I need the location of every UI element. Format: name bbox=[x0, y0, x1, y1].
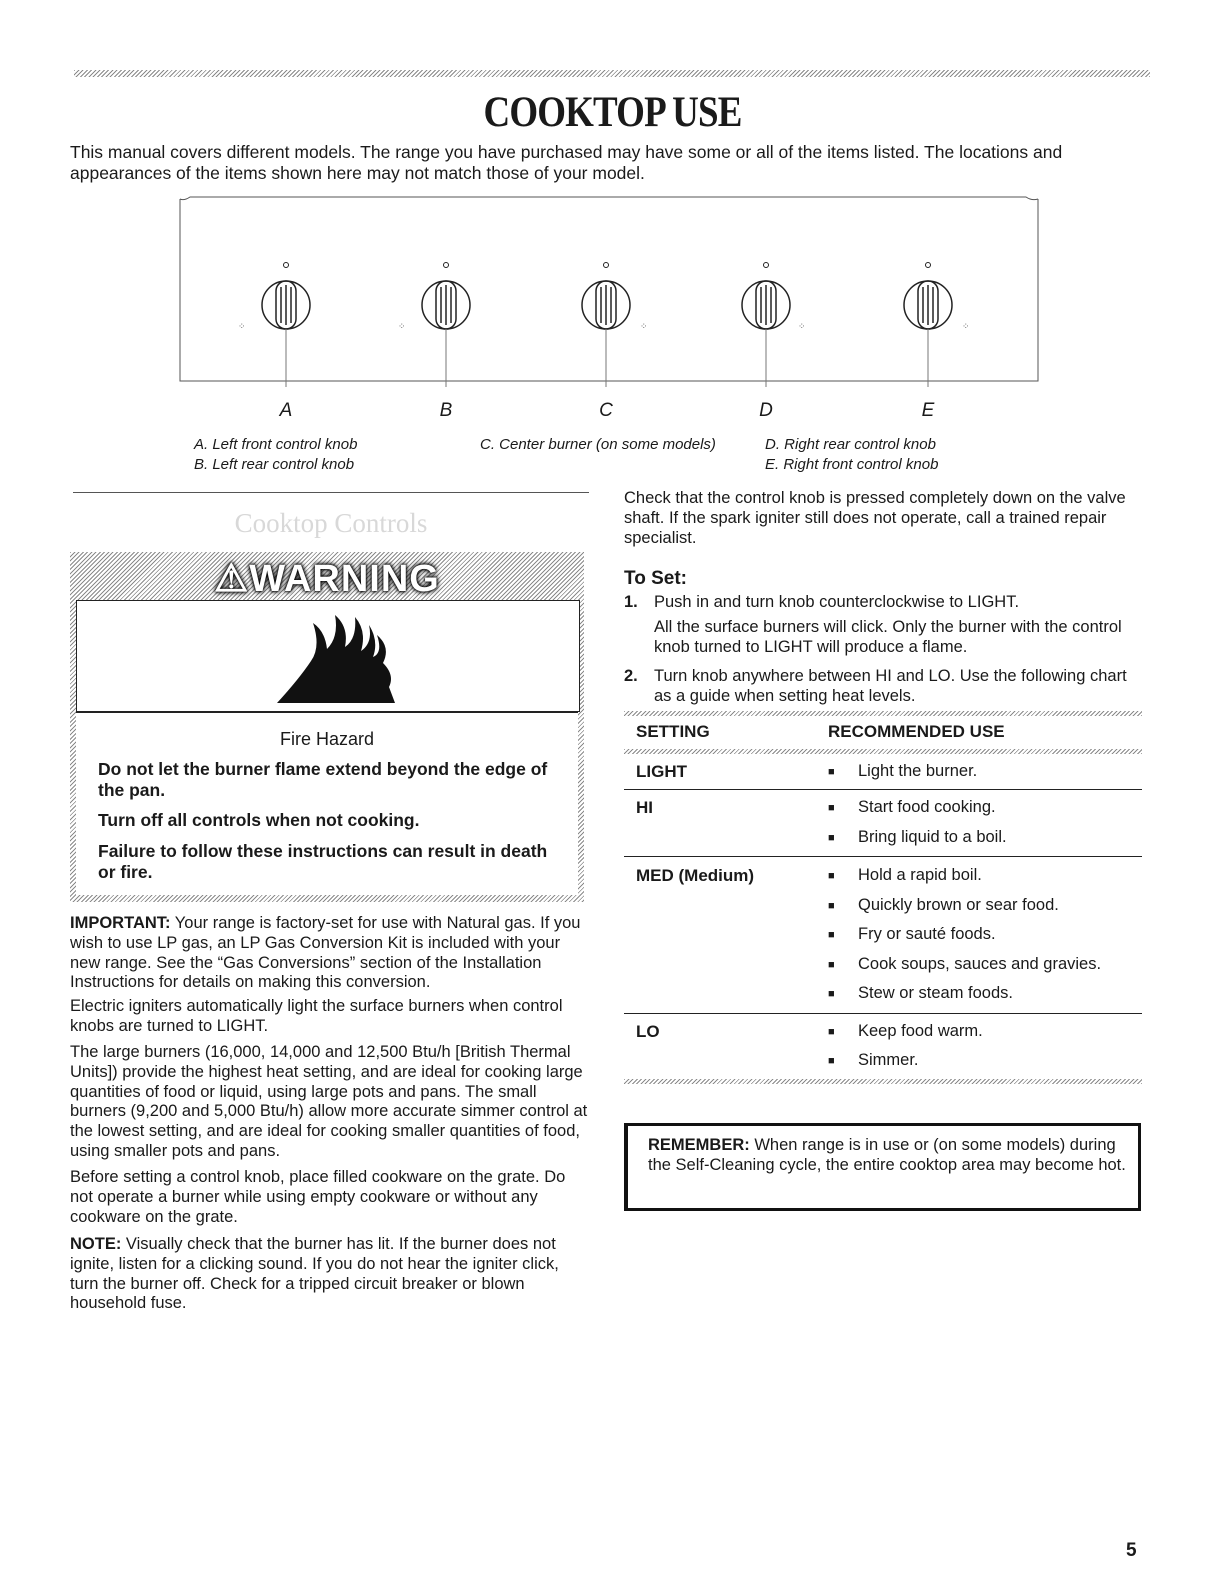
table-use: Bring liquid to a boil. bbox=[858, 828, 1007, 846]
before-paragraph: Before setting a control knob, place filled cookware on the grate. Do not operate a burner while using empty cookware or without any cookware on the grate. bbox=[70, 1168, 566, 1226]
knob-b bbox=[422, 263, 470, 330]
bullet-icon: ■ bbox=[828, 870, 835, 882]
section-title: Cooktop Controls bbox=[234, 508, 428, 538]
diagram-label-e: E bbox=[921, 400, 935, 421]
table-row-rule bbox=[624, 856, 1142, 857]
step-1-text: Push in and turn knob counterclockwise to LIGHT. bbox=[654, 593, 1020, 611]
knob-a bbox=[262, 263, 310, 330]
step-2-text: Turn knob anywhere between HI and LO. Use the following chart as a guide when setting heat levels. bbox=[654, 667, 1127, 705]
svg-text:⁘: ⁘ bbox=[640, 322, 648, 332]
remember-body: When range is in use or (on some models) during the Self-Cleaning cycle, the entire cooktop area may become hot. bbox=[648, 1136, 1126, 1174]
bullet-icon: ■ bbox=[828, 900, 835, 912]
svg-text:⁘: ⁘ bbox=[798, 322, 806, 332]
warning-line-1: Do not let the burner flame extend beyond the edge of the pan. bbox=[98, 759, 548, 800]
hazard-title: Fire Hazard bbox=[279, 729, 375, 749]
igniters-paragraph: Electric igniters automatically light the surface burners when control knobs are turned to LIGHT. bbox=[70, 997, 563, 1035]
table-use: Quickly brown or sear food. bbox=[858, 896, 1059, 914]
bullet-icon: ■ bbox=[828, 802, 835, 814]
bullet-icon: ■ bbox=[828, 766, 835, 778]
warning-box bbox=[70, 552, 584, 902]
warning-signal bbox=[70, 556, 584, 601]
svg-text:⁘: ⁘ bbox=[962, 322, 970, 332]
table-use: Hold a rapid boil. bbox=[858, 866, 982, 884]
note-text: Visually check that the burner has lit. If the burner does not ignite, listen for a clicking sound. If you do not hear the igniter click, turn the burner off. Check for a tripped circuit breaker or blown household fuse. bbox=[70, 1235, 559, 1313]
caption-b: B. Left rear control knob bbox=[194, 456, 355, 473]
table-use: Light the burner. bbox=[858, 762, 978, 780]
table-use: Cook soups, sauces and gravies. bbox=[858, 955, 1102, 973]
diagram-label-c: C bbox=[599, 400, 613, 421]
to-set-heading: To Set: bbox=[624, 568, 687, 589]
note-label: NOTE: bbox=[70, 1235, 122, 1253]
caption-a: A. Left front control knob bbox=[194, 436, 358, 453]
table-header-rule bbox=[624, 749, 1142, 754]
table-setting-light: LIGHT bbox=[636, 762, 687, 781]
table-use: Simmer. bbox=[858, 1051, 919, 1069]
svg-text:⁘: ⁘ bbox=[398, 322, 406, 332]
caption-c: C. Center burner (on some models) bbox=[480, 436, 716, 453]
step-2-number: 2. bbox=[624, 667, 638, 685]
table-use: Fry or sauté foods. bbox=[858, 925, 996, 943]
important-label: IMPORTANT: bbox=[70, 914, 171, 932]
table-use: Keep food warm. bbox=[858, 1022, 983, 1040]
page-title: COOKTOP USE bbox=[483, 89, 742, 136]
table-setting-lo: LO bbox=[636, 1022, 660, 1041]
top-rule bbox=[74, 70, 1150, 77]
table-header-use: RECOMMENDED USE bbox=[828, 722, 1005, 741]
section-rule bbox=[73, 492, 589, 493]
check-paragraph: Check that the control knob is pressed completely down on the valve shaft. If the spark igniter still does not operate, call a trained repair specialist. bbox=[624, 489, 1126, 547]
important-paragraph bbox=[70, 914, 590, 993]
table-use: Start food cooking. bbox=[858, 798, 996, 816]
remember-box bbox=[624, 1123, 1141, 1211]
bullet-icon: ■ bbox=[828, 959, 835, 971]
table-row-rule bbox=[624, 789, 1142, 790]
table-use: Stew or steam foods. bbox=[858, 984, 1013, 1002]
intro-text: This manual covers different models. The range you have purchased may have some or all of the items listed. The locations and appearances of the items shown here may not match those of your model. bbox=[70, 142, 1063, 183]
bullet-icon: ■ bbox=[828, 832, 835, 844]
warning-message bbox=[76, 712, 578, 895]
burners-paragraph: The large burners (16,000, 14,000 and 12,500 Btu/h [British Thermal Units]) provide the highest heat setting, and are ideal for cooking large quantities of food or liquid, using large pots and pans. The small burners (9,200 and 5,000 Btu/h) allow more accurate simmer control at the lowest setting, and are ideal for cooking smaller quantities of food, using smaller pots and pans. bbox=[70, 1043, 588, 1160]
control-panel-diagram bbox=[176, 195, 1042, 387]
warning-word: WARNING bbox=[249, 558, 440, 600]
table-header-setting: SETTING bbox=[636, 722, 710, 741]
control-panel-illustration bbox=[176, 195, 1042, 387]
caption-e: E. Right front control knob bbox=[765, 456, 939, 473]
caption-d: D. Right rear control knob bbox=[765, 436, 936, 453]
warning-header bbox=[70, 552, 584, 600]
knob-e bbox=[904, 263, 952, 330]
knob-d bbox=[742, 263, 790, 330]
warning-line-2: Turn off all controls when not cooking. bbox=[98, 810, 420, 830]
bullet-icon: ■ bbox=[828, 1026, 835, 1038]
warning-line-3: Failure to follow these instructions can result in death or fire. bbox=[98, 841, 548, 882]
bullet-icon: ■ bbox=[828, 988, 835, 1000]
flame-icon bbox=[77, 601, 579, 711]
diagram-label-b: B bbox=[439, 400, 453, 421]
diagram-label-d: D bbox=[759, 400, 773, 421]
note-paragraph bbox=[70, 1235, 590, 1314]
bullet-icon: ■ bbox=[828, 929, 835, 941]
table-setting-hi: HI bbox=[636, 798, 653, 817]
step-1-number: 1. bbox=[624, 593, 638, 611]
page-number: 5 bbox=[1126, 1540, 1137, 1561]
bullet-icon: ■ bbox=[828, 1055, 835, 1067]
remember-label: REMEMBER: bbox=[648, 1136, 750, 1154]
svg-text:⁘: ⁘ bbox=[238, 322, 246, 332]
table-setting-med: MED (Medium) bbox=[636, 866, 755, 885]
table-top-rule bbox=[624, 711, 1142, 716]
step-1-subtext: All the surface burners will click. Only the burner with the control knob turned to LIGHT will produce a flame. bbox=[654, 618, 1122, 656]
remember-text bbox=[648, 1136, 1128, 1176]
table-row-rule bbox=[624, 1013, 1142, 1014]
table-bottom-rule bbox=[624, 1079, 1142, 1084]
knob-c bbox=[582, 263, 630, 330]
alert-triangle-icon: ⚠ bbox=[214, 558, 250, 600]
fire-pictogram bbox=[76, 600, 580, 712]
diagram-label-a: A bbox=[279, 400, 293, 421]
important-text: Your range is factory-set for use with Natural gas. If you wish to use LP gas, an LP Gas Conversion Kit is included with your new range. See the “Gas Conversions” section of the Installation Instructions for details on making this conversion. bbox=[70, 914, 581, 992]
